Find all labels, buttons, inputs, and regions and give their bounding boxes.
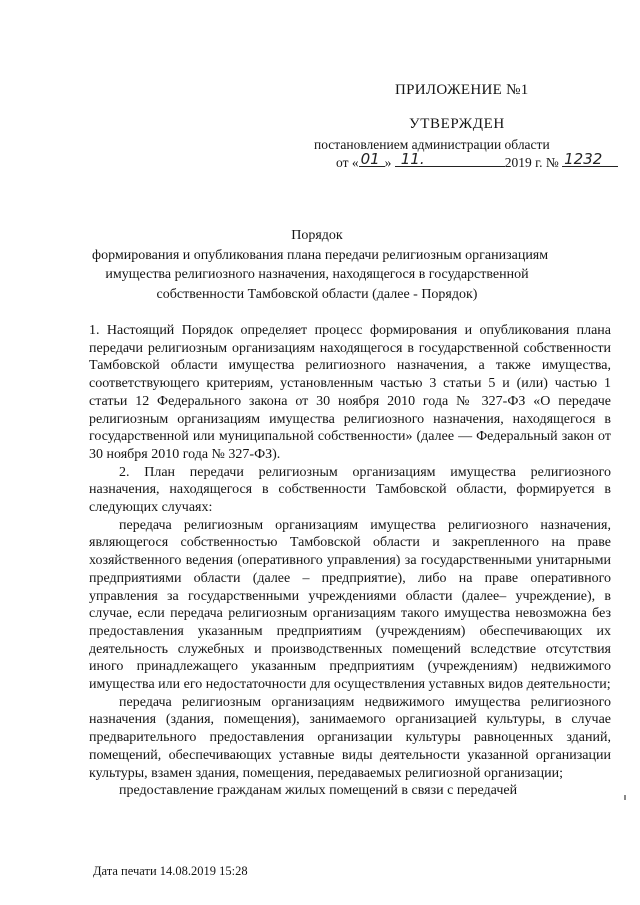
date-prefix: от « bbox=[336, 155, 359, 170]
decree-line: постановлением администрации области bbox=[314, 137, 550, 152]
paragraph-1: 1. Настоящий Порядок определяет процесс формирования и опубликования плана передачи религиозным организациям находящегося в государственной собственности Тамбовской области имущества религиозного назначения, а также имущества, соответствующего критериям, установленным частью 3 статьи 5 и (или) частью 1 статьи 12 Федерального закона от 30 ноября 2010 года № 327-ФЗ «О передаче религиозным организациям имущества религиозного назначения, находящегося в государственной или муниципальной собственности» (далее — Федеральный закон от 30 ноября 2010 года № 327-ФЗ). bbox=[89, 323, 611, 462]
print-date: Дата печати 14.08.2019 15:28 bbox=[93, 864, 248, 878]
decree-date-line bbox=[336, 150, 618, 171]
day-blank bbox=[359, 150, 385, 168]
paragraph-5: предоставление гражданам жилых помещений в связи с передачей bbox=[119, 783, 518, 799]
title-line-2: формирования и опубликования плана передачи религиозным организациям bbox=[92, 247, 549, 263]
title-line-1: Порядок bbox=[291, 228, 343, 243]
month-blank bbox=[395, 150, 505, 168]
handwritten-day: 01 bbox=[360, 150, 380, 168]
handwritten-month: 11. bbox=[400, 150, 425, 168]
title-line-3: имущества религиозного назначения, находящегося в государственной bbox=[105, 267, 529, 282]
title-line-4: собственности Тамбовской области (далее - Порядок) bbox=[156, 286, 478, 302]
date-mid: » bbox=[384, 155, 392, 170]
appendix-label: ПРИЛОЖЕНИЕ №1 bbox=[395, 82, 529, 98]
document-title bbox=[92, 226, 549, 304]
date-year: 2019 г. № bbox=[504, 155, 559, 170]
paragraph-2: 2. План передачи религиозным организациям имущества религиозного назначения, находящегося в собственности Тамбовской области, формируется в следующих случаях: bbox=[89, 464, 611, 516]
approved-label: УТВЕРЖДЕН bbox=[409, 116, 505, 132]
handwritten-number: 1232 bbox=[564, 150, 603, 168]
document-body bbox=[89, 322, 611, 800]
paragraph-4: передача религиозным организациям недвижимого имущества религиозного назначения (здания, помещения), занимаемого организацией культуры, в случае предварительного предоставления организации культуры равноценных зданий, помещений, обеспечивающих уставные виды деятельности указанной организации культуры, взамен здания, помещения, передаваемых религиозной организации; bbox=[89, 694, 611, 781]
paragraph-3: передача религиозным организациям имущества религиозного назначения, являющегося собственностью Тамбовской области и закрепленного на праве хозяйственного ведения (оперативного управления) за государственными унитарными предприятиями области (далее – предприятие), либо на праве оперативного управления за государственными учреждениями области (далее– учреждение), в случае, если передача религиозным организациям такого имущества невозможна без предоставления указанным предприятиям (учреждениям) обеспечивающих их деятельность служебных и производственных помещений вследствие отсутствия иного принадлежащего указанным предприятиям (учреждениям) недвижимого имущества или его недостаточности для осуществления уставных видов деятельности; bbox=[89, 517, 611, 693]
scan-speck bbox=[624, 795, 626, 800]
number-blank bbox=[562, 150, 618, 168]
